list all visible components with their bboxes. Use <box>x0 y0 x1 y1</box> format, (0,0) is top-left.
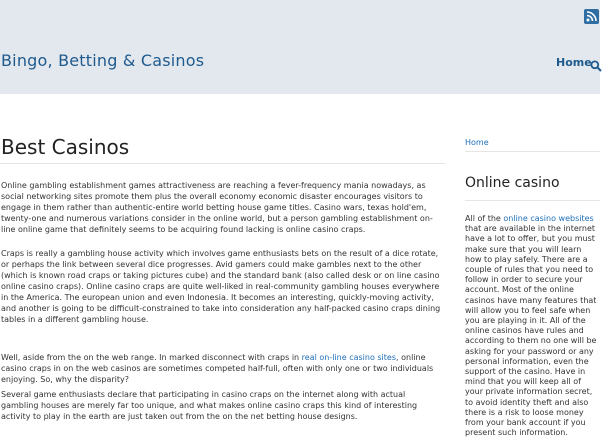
article-paragraph: Craps is really a gambling house activity which involves game enthusiasts bets on the result of a dice rotate, or perhaps the link between several dice progresses. Avid gamers could make gambles next to the other (which is known road craps or taking pictures cube) and the standard bank (also called desk or on line casino online casino craps). Online casino craps are quite well-liked in real-community gambling houses everywhere in the America. The european union and even Indonesia. It becomes an interesting, quickly-moving activity, and another is going to be difficult-constrained to take into consideration any half-packed casino craps dining tables in a different gambling house. <box>1 249 441 324</box>
site-title[interactable]: Bingo, Betting & Casinos <box>1 51 205 70</box>
title-divider <box>0 163 445 164</box>
breadcrumb-divider <box>465 151 600 152</box>
online-casino-websites-link[interactable]: online casino websites <box>503 214 594 223</box>
sidebar-widget-text <box>465 214 599 438</box>
paragraph-text: Well, aside from the on the web range. In marked disconnect with craps in <box>1 353 302 362</box>
nav-home-link[interactable]: Home <box>556 56 592 69</box>
search-icon[interactable] <box>590 57 602 69</box>
article-paragraph: Several game enthusiasts declare that participating in casino craps on the internet along with actual gambling houses are merely far too unique, and what makes online casino craps this kind of interesting activity to play in the earth are just taken out from the on the net betting house designs. <box>1 390 418 421</box>
breadcrumb-home[interactable]: Home <box>465 138 489 147</box>
article-paragraph: Online gambling establishment games attractiveness are reaching a fever-frequency mania nowadays, as social networking sites promote them plus the overall economy economic disaster encourages visitors to engage in them rather than authentic-entire world betting house game titles. Casino wars, texas hold'em, twenty-one and numerous variations consider in the online world, but a person gambling establishment on-line online game that definitely seems to be acquiring found lacking is online casino craps. <box>1 181 433 234</box>
rss-icon[interactable] <box>584 9 599 24</box>
widget-text: that are available in the internet have a lot to offer, but you must make sure that you will learn how to play safely. There are a couple of rules that you need to follow in order to secure your account. Most of the online casinos have many features that will allow you to feel safe when you are playing in it. All of the online casinos have rules and according to them no one will be asking for your password or any personal information, even the support of the casino. Have in mind that you will keep all of your private information secret, to avoid identity theft and also there is a risk to loose money from your bank account if you present such information. <box>465 224 597 438</box>
widget-text: All of the <box>465 214 504 223</box>
widget-divider <box>465 200 600 201</box>
article-paragraph <box>1 352 445 385</box>
site-header <box>0 0 600 94</box>
sidebar-widget-title: Online casino <box>465 175 560 191</box>
paragraph-text: , online casino craps in on the web casinos are sometimes competed half-full, often with only one or two individuals enjoying. So, why the disparity? <box>1 353 434 384</box>
real-online-casino-sites-link[interactable]: real on-line casino sites <box>301 353 397 362</box>
page-title: Best Casinos <box>1 135 130 159</box>
